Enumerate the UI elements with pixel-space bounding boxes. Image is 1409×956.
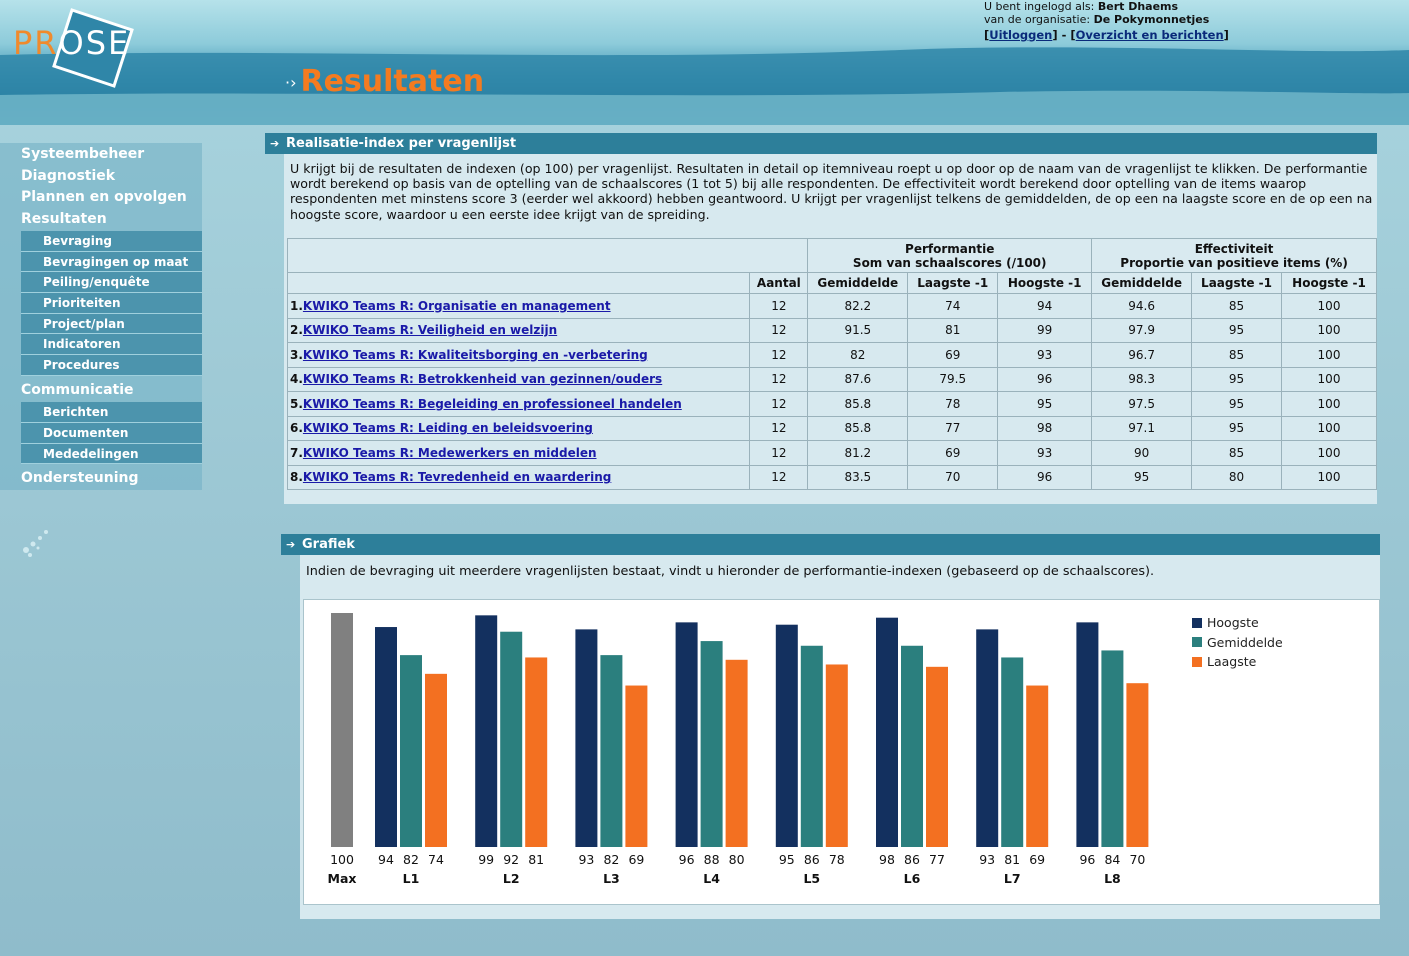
table-row — [288, 416, 1377, 441]
table-cell: 82.2 — [808, 294, 908, 319]
logged-in-label: U bent ingelogd als: — [984, 0, 1095, 13]
nav-systeembeheer[interactable]: Systeembeheer — [21, 146, 145, 162]
data-label: 82 — [403, 852, 419, 867]
table-cell: 96 — [998, 465, 1092, 490]
table-cell: 85.8 — [808, 416, 908, 441]
data-label: 70 — [1129, 852, 1146, 867]
header-effectiviteit: Effectiviteit Proportie van positieve items (%) — [1092, 239, 1377, 273]
chart-legend — [1192, 613, 1283, 672]
questionnaire-cell — [288, 367, 750, 392]
questionnaire-link[interactable]: KWIKO Teams R: Veiligheid en welzijn — [302, 323, 558, 338]
nav-plannen-en-opvolgen[interactable]: Plannen en opvolgen — [21, 189, 187, 205]
nav-procedures[interactable]: Procedures — [21, 355, 202, 376]
table-cell: 12 — [750, 318, 808, 343]
grafiek-text: Indien de bevraging uit meerdere vragenlijsten bestaat, vindt u hieronder de performantie-indexen (gebaseerd op de schaalscores). — [306, 564, 1155, 579]
questionnaire-link[interactable]: KWIKO Teams R: Betrokkenheid van gezinnen/ouders — [302, 372, 663, 387]
bar-hoogste — [575, 629, 597, 847]
bar-gemiddelde — [600, 655, 622, 847]
grafiek-title: Grafiek — [302, 537, 355, 552]
table-row — [288, 367, 1377, 392]
header-eff-laagste: Laagste -1 — [1192, 273, 1282, 294]
bar-gemiddelde — [400, 655, 422, 847]
nav-prioriteiten[interactable]: Prioriteiten — [21, 293, 202, 314]
table-row — [288, 465, 1377, 490]
table-cell: 100 — [1282, 392, 1377, 417]
questionnaire-cell — [288, 392, 750, 417]
questionnaire-link[interactable]: KWIKO Teams R: Tevredenheid en waardering — [302, 470, 612, 485]
bar-laagste — [1026, 686, 1048, 847]
nav-peiling-enquete[interactable]: Peiling/enquête — [21, 272, 202, 293]
table-cell: 97.1 — [1092, 416, 1192, 441]
table-cell: 97.5 — [1092, 392, 1192, 417]
bar-gemiddelde — [1101, 650, 1123, 847]
legend-item: Hoogste — [1192, 613, 1283, 633]
table-cell: 93 — [998, 343, 1092, 368]
results-table — [287, 238, 1377, 490]
legend-item: Gemiddelde — [1192, 633, 1283, 653]
bar-gemiddelde — [500, 632, 522, 847]
data-label: 78 — [828, 852, 845, 867]
user-name: Bert Dhaems — [1097, 0, 1179, 13]
nav-diagnostiek[interactable]: Diagnostiek — [21, 167, 116, 184]
table-cell: 100 — [1282, 318, 1377, 343]
table-cell: 97.9 — [1092, 318, 1192, 343]
performance-chart — [304, 600, 1290, 904]
table-cell: 100 — [1282, 294, 1377, 319]
bar-laagste — [1126, 683, 1148, 847]
table-cell: 95 — [1192, 367, 1282, 392]
table-cell: 95 — [1192, 318, 1282, 343]
bar-hoogste — [1076, 622, 1098, 847]
table-cell: 69 — [908, 441, 998, 466]
category-label: L5 — [803, 871, 821, 886]
bar-gemiddelde — [1001, 657, 1023, 847]
table-cell: 100 — [1282, 416, 1377, 441]
legend-item: Laagste — [1192, 652, 1283, 672]
table-cell: 94.6 — [1092, 294, 1192, 319]
nav-project-plan[interactable]: Project/plan — [21, 314, 202, 335]
table-row — [288, 318, 1377, 343]
table-cell: 81 — [908, 318, 998, 343]
table-cell: 82 — [808, 343, 908, 368]
bar-laagste — [826, 664, 848, 847]
table-cell: 77 — [908, 416, 998, 441]
row-number: 1. — [290, 298, 303, 313]
row-number: 8. — [290, 470, 303, 485]
table-cell: 85.8 — [808, 392, 908, 417]
data-label: 84 — [1104, 852, 1121, 867]
table-cell: 99 — [998, 318, 1092, 343]
legend-swatch-gemiddelde — [1192, 637, 1202, 647]
bar-laagste — [926, 667, 948, 847]
data-label: 99 — [478, 852, 495, 867]
table-header-columns — [288, 273, 1377, 294]
table-cell: 98.3 — [1092, 367, 1192, 392]
questionnaire-cell — [288, 294, 750, 319]
table-cell: 94 — [998, 294, 1092, 319]
questionnaire-link[interactable]: KWIKO Teams R: Medewerkers en middelen — [302, 445, 597, 460]
arrow-right-icon: ➔ — [270, 137, 280, 150]
decorative-bubbles — [18, 520, 58, 560]
questionnaire-link[interactable]: KWIKO Teams R: Kwaliteitsborging en -verbetering — [302, 347, 648, 362]
data-label: 92 — [503, 852, 520, 867]
nav-ondersteuning[interactable]: Ondersteuning — [21, 470, 139, 487]
data-label: 88 — [703, 852, 720, 867]
data-label: 81 — [528, 852, 545, 867]
header-blank — [288, 239, 808, 273]
bar-laagste — [525, 657, 547, 847]
user-info: U bent ingelogd als: Bert Dhaems van de organisatie: De Pokymonnetjes [Uitloggen] - [Overzicht en berichten] — [984, 0, 1229, 42]
table-row — [288, 294, 1377, 319]
row-number: 2. — [290, 323, 303, 338]
nav-mededelingen[interactable]: Mededelingen — [21, 444, 202, 465]
category-label: L3 — [603, 871, 620, 886]
bar-hoogste — [475, 615, 497, 847]
org-label: van de organisatie: — [984, 13, 1091, 26]
bar-hoogste — [976, 629, 998, 847]
table-cell: 12 — [750, 416, 808, 441]
table-cell: 100 — [1282, 441, 1377, 466]
table-row — [288, 343, 1377, 368]
table-cell: 96.7 — [1092, 343, 1192, 368]
header-perf-hoogste: Hoogste -1 — [998, 273, 1092, 294]
data-label: 96 — [678, 852, 695, 867]
header-eff-hoogste: Hoogste -1 — [1282, 273, 1377, 294]
questionnaire-link[interactable]: KWIKO Teams R: Begeleiding en professioneel handelen — [302, 396, 682, 411]
table-cell: 85 — [1192, 294, 1282, 319]
realisatie-title: Realisatie-index per vragenlijst — [286, 136, 517, 151]
table-cell: 90 — [1092, 441, 1192, 466]
table-cell: 70 — [908, 465, 998, 490]
questionnaire-link[interactable]: KWIKO Teams R: Leiding en beleidsvoering — [302, 421, 593, 436]
table-cell: 81.2 — [808, 441, 908, 466]
realisatie-intro: U krijgt bij de resultaten de indexen (op 100) per vragenlijst. Resultaten in detail op itemniveau roept u op door op de naam van de vragenlijst te klikken. De performantie wordt berekend op basis van de optelling van de schaalscores (1 tot 5) bij alle respondenten. De effectiviteit wordt berekend door optelling van de items waarop respondenten met minstens score 3 (eerder wel akkoord) hebben geantwoord. U krijgt per vragenlijst telkens de gemiddelden, de op een na laagste score en de op een na hoogste score, waardoor u een eerste idee krijgt van de spreiding. — [290, 161, 1373, 222]
bar-max — [331, 613, 353, 847]
questionnaire-cell — [288, 465, 750, 490]
questionnaire-cell — [288, 343, 750, 368]
data-label: 96 — [1079, 852, 1096, 867]
data-label: 69 — [628, 852, 645, 867]
table-cell: 95 — [1192, 416, 1282, 441]
table-cell: 85 — [1192, 343, 1282, 368]
data-label: 86 — [803, 852, 820, 867]
legend-swatch-laagste — [1192, 657, 1202, 667]
category-label: L4 — [703, 871, 720, 886]
data-label: 98 — [879, 852, 895, 867]
table-cell: 95 — [998, 392, 1092, 417]
table-cell: 83.5 — [808, 465, 908, 490]
table-cell: 12 — [750, 367, 808, 392]
table-row — [288, 392, 1377, 417]
title-arrow-icon: ·› — [285, 73, 297, 92]
table-cell: 100 — [1282, 367, 1377, 392]
nav-bevragingen-op-maat[interactable]: Bevragingen op maat — [21, 252, 202, 273]
header-aantal: Aantal — [750, 273, 808, 294]
questionnaire-link[interactable]: KWIKO Teams R: Organisatie en management — [302, 298, 611, 313]
data-label-max: 100 — [330, 852, 354, 867]
table-cell: 95 — [1192, 392, 1282, 417]
data-label: 80 — [728, 852, 745, 867]
messages-link[interactable]: Overzicht en berichten — [1075, 28, 1224, 42]
data-label: 69 — [1029, 852, 1046, 867]
bar-gemiddelde — [801, 646, 823, 847]
logo-text: PROSE — [13, 24, 131, 62]
row-number: 6. — [290, 421, 303, 436]
bar-laagste — [425, 674, 447, 847]
data-label: 77 — [929, 852, 945, 867]
header-eff-gemiddelde: Gemiddelde — [1092, 273, 1192, 294]
header-performantie: Performantie Som van schaalscores (/100) — [808, 239, 1092, 273]
bar-hoogste — [676, 622, 698, 847]
bar-gemiddelde — [701, 641, 723, 847]
grafiek-panel-header — [281, 534, 1380, 555]
table-cell: 93 — [998, 441, 1092, 466]
nav-indicatoren[interactable]: Indicatoren — [21, 334, 202, 355]
category-label: L8 — [1104, 871, 1121, 886]
data-label: 74 — [428, 852, 444, 867]
bar-hoogste — [876, 618, 898, 847]
org-name: De Pokymonnetjes — [1093, 13, 1210, 26]
data-label: 93 — [979, 852, 996, 867]
table-cell: 85 — [1192, 441, 1282, 466]
category-label: L7 — [1003, 871, 1021, 886]
table-cell: 78 — [908, 392, 998, 417]
table-cell: 12 — [750, 294, 808, 319]
questionnaire-cell — [288, 318, 750, 343]
sidebar — [0, 143, 202, 490]
questionnaire-cell — [288, 441, 750, 466]
category-label: L6 — [903, 871, 921, 886]
nav-documenten[interactable]: Documenten — [21, 423, 202, 444]
table-header-groups — [288, 239, 1377, 273]
data-label: 93 — [578, 852, 595, 867]
page-title: ·› Resultaten — [285, 64, 485, 99]
category-label: L1 — [402, 871, 420, 886]
category-label: Max — [327, 871, 357, 886]
data-label: 81 — [1004, 852, 1021, 867]
questionnaire-cell — [288, 416, 750, 441]
bar-hoogste — [375, 627, 397, 847]
table-cell: 12 — [750, 392, 808, 417]
table-cell: 12 — [750, 343, 808, 368]
bar-laagste — [726, 660, 748, 847]
nav-bevraging[interactable]: Bevraging — [21, 231, 202, 252]
row-number: 3. — [290, 347, 303, 362]
table-cell: 98 — [998, 416, 1092, 441]
table-cell: 87.6 — [808, 367, 908, 392]
table-cell: 69 — [908, 343, 998, 368]
row-number: 7. — [290, 445, 303, 460]
table-cell: 100 — [1282, 465, 1377, 490]
nav-communicatie[interactable]: Communicatie — [21, 381, 134, 398]
header-name-col — [288, 273, 750, 294]
table-cell: 96 — [998, 367, 1092, 392]
data-label: 94 — [378, 852, 394, 867]
bar-hoogste — [776, 625, 798, 847]
table-cell: 12 — [750, 465, 808, 490]
bar-laagste — [625, 686, 647, 847]
table-cell: 95 — [1092, 465, 1192, 490]
category-label: L2 — [502, 871, 520, 886]
table-row — [288, 441, 1377, 466]
row-number: 4. — [290, 372, 303, 387]
table-cell: 12 — [750, 441, 808, 466]
table-cell: 74 — [908, 294, 998, 319]
nav-berichten[interactable]: Berichten — [21, 402, 202, 423]
nav-resultaten[interactable]: Resultaten — [21, 210, 107, 227]
legend-swatch-hoogste — [1192, 618, 1202, 628]
data-label: 82 — [603, 852, 620, 867]
header-perf-laagste: Laagste -1 — [908, 273, 998, 294]
realisatie-panel-header — [265, 133, 1377, 154]
row-number: 5. — [290, 396, 303, 411]
arrow-right-icon: ➔ — [286, 538, 296, 551]
data-label: 86 — [904, 852, 920, 867]
logout-link[interactable]: Uitloggen — [989, 28, 1053, 42]
table-cell: 80 — [1192, 465, 1282, 490]
table-cell: 91.5 — [808, 318, 908, 343]
table-cell: 100 — [1282, 343, 1377, 368]
data-label: 95 — [778, 852, 795, 867]
table-cell: 79.5 — [908, 367, 998, 392]
bar-gemiddelde — [901, 646, 923, 847]
header-perf-gemiddelde: Gemiddelde — [808, 273, 908, 294]
